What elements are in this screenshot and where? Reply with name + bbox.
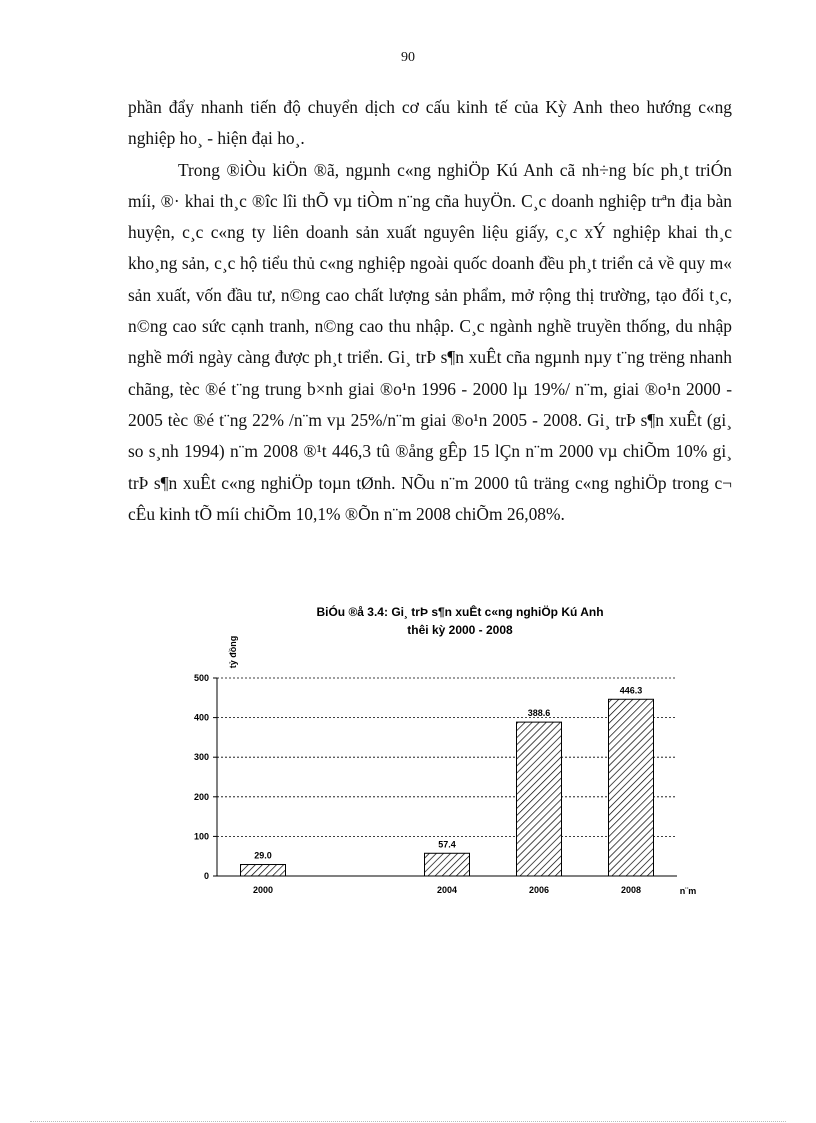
y-tick-label: 0 <box>203 871 209 881</box>
bar <box>241 865 286 876</box>
x-tick-label: 2000 <box>252 885 274 895</box>
data-label: 29.0 <box>254 850 272 861</box>
y-tick-label: 300 <box>193 752 209 763</box>
page-number: 90 <box>401 50 415 65</box>
chart-title: BiÓu ®å 3.4: Gi¸ trÞ s¶n xuÊt c«ng nghiÖp Kú Anh <box>316 605 604 619</box>
x-tick-label: 2004 <box>436 885 458 895</box>
data-label: 388.6 <box>527 708 551 719</box>
plot-area <box>194 673 677 895</box>
paragraph-2: Trong ®iÒu kiÖn ®ã, ngµnh c«ng nghiÖp Kú Anh cã nh÷ng bíc ph¸t triÓn míi, ®· khai th¸c ®îc lîi thÕ vµ tiÒm n¨ng cña huyÖn. C¸c doanh nghiệp trªn địa bàn huyện, c¸c c«ng ty liên doanh sản xuất nguyên liệu giấy, c¸c xÝ nghiệp khai th¸c kho¸ng sản, c¸c hộ tiểu thủ c«ng nghiệp ngoài quốc doanh đều ph¸t triển cả về quy m« sản xuất, vốn đầu tư, n©ng cao chất lượng sản phẩm, mở rộng thị trường, tạo đối t¸c, n©ng cao sức cạnh tranh, n©ng cao thu nhập. C¸c ngành nghề truyền thống, du nhập nghề mới ngày càng được ph¸t triển. Gi¸ trÞ s¶n xuÊt cña ngµnh nµy t¨ng trëng nhanh chãng, tèc ®é t¨ng trung b×nh giai ®o¹n 1996 - 2000 lµ 19%/ n¨m, giai ®o¹n 2000 - 2005 tèc ®é t¨ng 22% /n¨m vµ 25%/n¨m giai ®o¹n 2005 - 2008. Gi¸ trÞ s¶n xuÊt (gi¸ so s¸nh 1994) n¨m 2008 ®¹t 446,3 tû ®ång gÊp 15 lÇn n¨m 2000 vµ chiÕm 10% gi¸ trÞ s¶n xuÊt c«ng nghiÖp toµn tØnh. NÕu n¨m 2000 tû träng c«ng nghiÖp trong c¬ cÊu kinh tÕ míi chiÕm 10,1% ®Õn n¨m 2008 chiÕm 26,08%. <box>128 159 732 524</box>
bottom-divider <box>30 1121 786 1122</box>
data-label: 57.4 <box>438 839 456 850</box>
data-label: 446.3 <box>619 685 643 696</box>
x-axis-label: n¨m <box>679 886 697 896</box>
bar <box>425 853 470 876</box>
y-tick-label: 100 <box>193 831 209 842</box>
body-text <box>128 92 732 530</box>
chart-canvas <box>170 596 730 906</box>
y-axis-label: tỷ đồng <box>228 635 238 669</box>
y-tick-label: 500 <box>193 673 209 683</box>
bar-chart <box>170 596 730 906</box>
x-tick-label: 2006 <box>528 885 550 895</box>
chart-subtitle: thêi kỳ 2000 - 2008 <box>407 623 513 637</box>
x-tick-label: 2008 <box>620 885 642 895</box>
y-tick-label: 200 <box>193 791 209 802</box>
bar <box>517 722 562 876</box>
bar <box>609 699 654 876</box>
y-tick-label: 400 <box>193 712 209 723</box>
paragraph-1: phần đẩy nhanh tiến độ chuyển dịch cơ cấu kinh tế của Kỳ Anh theo hướng c«ng nghiệp ho¸ - hiện đại ho¸. <box>128 97 732 149</box>
